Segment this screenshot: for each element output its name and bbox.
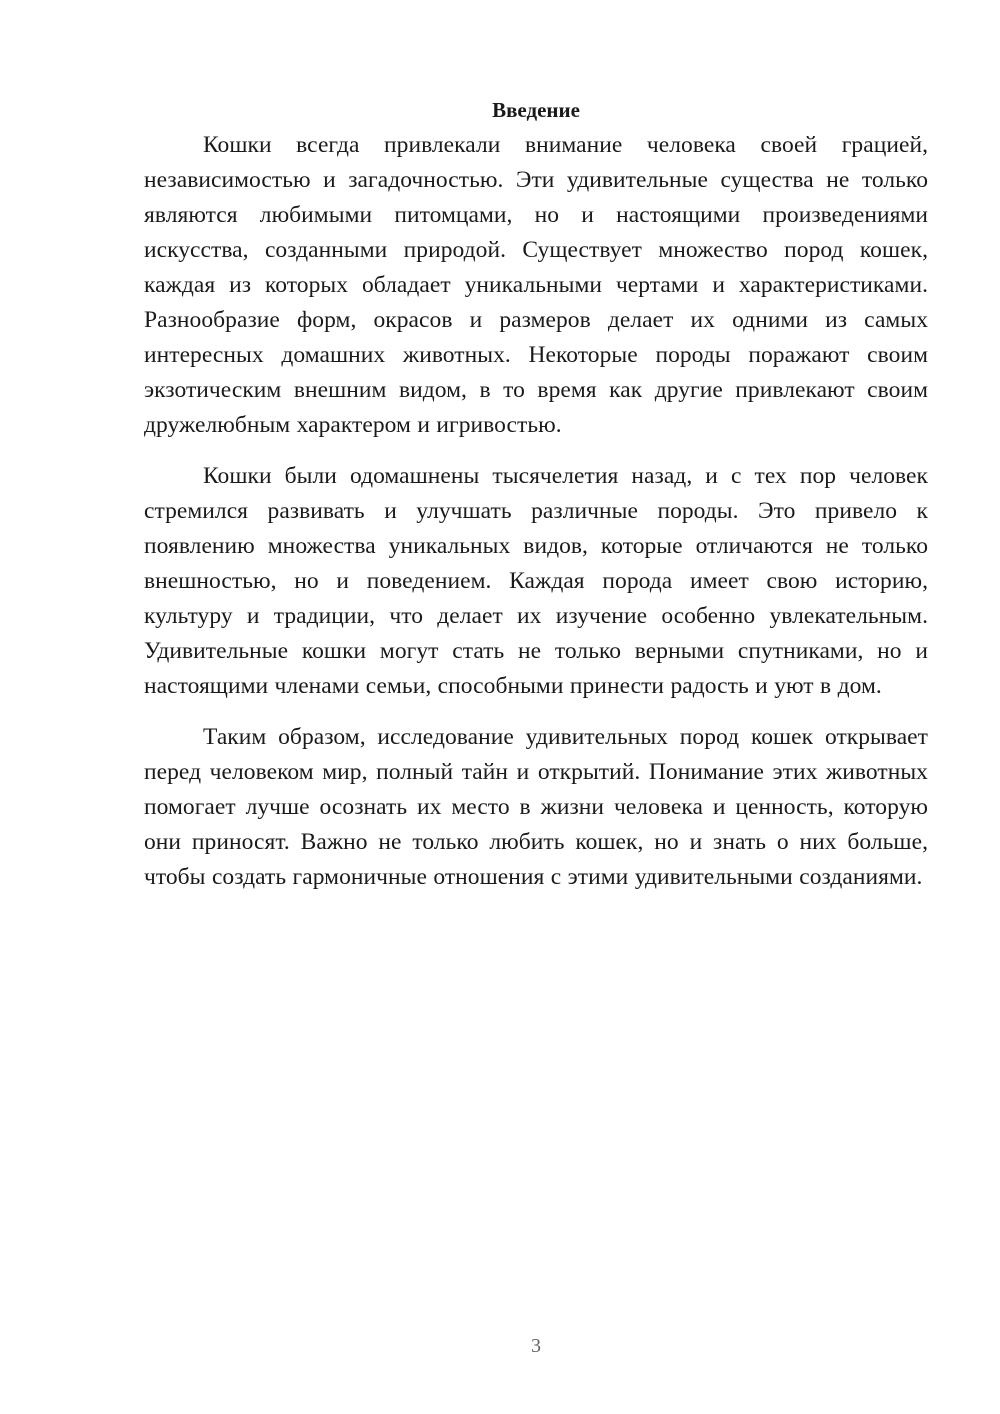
paragraph-1: Кошки всегда привлекали внимание человека своей грацией, независимостью и загадочностью. Эти удивительные существа не только являются любимыми питомцами, но и настоящими произведениями искусства, созданными природой. Существует множество пород кошек, каждая из которых обладает уникальными чертами и характеристиками. Разнообразие форм, окрасов и размеров делает их одними из самых интересных домашних животных. Некоторые породы поражают своим экзотическим внешним видом, в то время как другие привлекают своим дружелюбным характером и игривостью. (144, 132, 928, 438)
section-heading: Введение (492, 98, 580, 122)
page-content (144, 93, 928, 911)
paragraph-2: Кошки были одомашнены тысячелетия назад, и с тех пор человек стремился развивать и улучшать различные породы. Это привело к появлению множества уникальных видов, которые отличаются не только внешностью, но и поведением. Каждая порода имеет свою историю, культуру и традиции, что делает их изучение особенно увлекательным. Удивительные кошки могут стать не только верными спутниками, но и настоящими членами семьи, способными принести радость и уют в дом. (144, 463, 928, 699)
paragraph-3: Таким образом, исследование удивительных пород кошек открывает перед человеком мир, полный тайн и открытий. Понимание этих животных помогает лучше осознать их место в жизни человека и ценность, которую они приносят. Важно не только любить кошек, но и знать о них больше, чтобы создать гармоничные отношения с этими удивительными созданиями. (144, 724, 928, 890)
page-number: 3 (531, 1335, 541, 1357)
